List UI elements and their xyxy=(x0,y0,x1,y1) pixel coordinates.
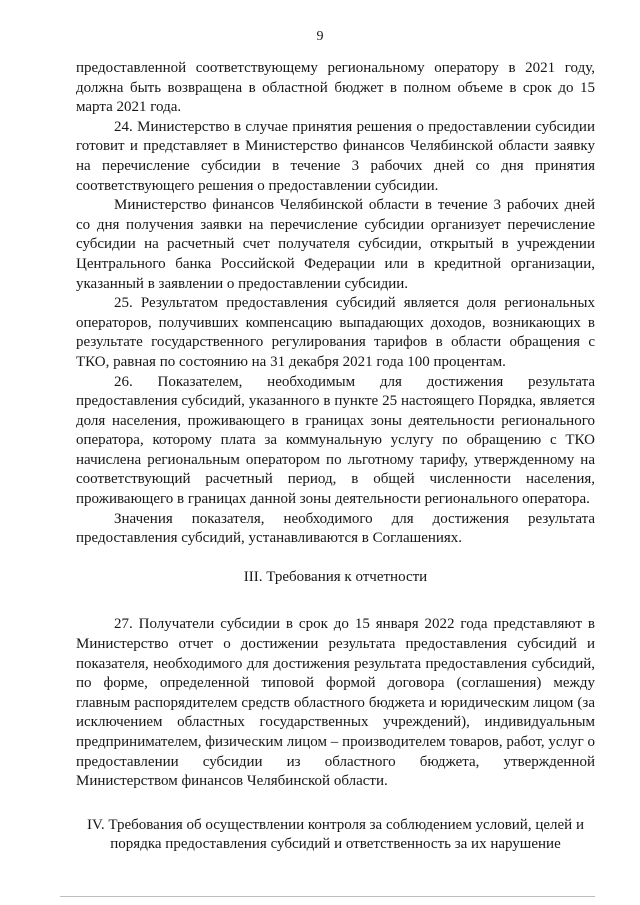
paragraph-27: 27. Получатели субсидии в срок до 15 января 2022 года представляют в Министерство отчет о достижении результата предоставления субсидий и показателя, необходимого для достижения результата предоставления субсидий, по форме, определенной типовой формой договора (соглашения) между главным распорядителем средств областного бюджета и юридическим лицом (за исключением областных государственных учреждений), индивидуальным предпринимателем, физическим лицом – производителем товаров, работ, услуг о предоставлении субсидии из областного бюджета, утвержденной Министерством финансов Челябинской области. xyxy=(76,616,595,790)
section-4-heading: IV. Требования об осуществлении контроля за соблюдением условий, целей и порядка предоставления субсидий и ответственность за их нарушение xyxy=(87,816,584,853)
paragraph-continuation: предоставленной соответствующему региональному оператору в 2021 году, должна быть возвращена в областной бюджет в полном объеме в срок до 15 марта 2021 года. xyxy=(76,60,595,116)
document-body xyxy=(76,59,595,855)
bottom-divider xyxy=(60,896,595,897)
paragraph-26: 26. Показателем, необходимым для достижения результата предоставления субсидий, указанного в пункте 25 настоящего Порядка, является доля населения, проживающего в границах зоны деятельности регионального оператора, которому плата за коммунальную услугу по обращению с ТКО начислена региональным оператором по льготному тарифу, утвержденному на соответствующий расчетный период, в общей численности населения, проживающего в границах данной зоны деятельности регионального оператора. xyxy=(76,373,595,508)
paragraph-24-transfer: Министерство финансов Челябинской области в течение 3 рабочих дней со дня получения заявки на перечисление субсидии организует перечисление субсидии на расчетный счет получателя субсидии, открытый в учреждении Центрального банка Российской Федерации или в кредитной организации, указанный в заявлении о предоставлении субсидии. xyxy=(76,197,595,292)
paragraph-26-values: Значения показателя, необходимого для достижения результата предоставления субсидий, устанавливаются в Соглашениях. xyxy=(76,510,595,547)
section-3-heading: III. Требования к отчетности xyxy=(243,568,428,585)
paragraph-25: 25. Результатом предоставления субсидий является доля региональных операторов, получивших компенсацию выпадающих доходов, возникающих в результате государственного регулирования тарифов в области обращения с ТКО, равная по состоянию на 31 декабря 2021 года 100 процентам. xyxy=(76,295,595,370)
paragraph-24: 24. Министерство в случае принятия решения о предоставлении субсидии готовит и представляет в Министерство финансов Челябинской области заявку на перечисление субсидии в течение 3 рабочих дней со дня принятия соответствующего решения о предоставлении субсидии. xyxy=(76,118,595,194)
page-number: 9 xyxy=(316,29,324,44)
